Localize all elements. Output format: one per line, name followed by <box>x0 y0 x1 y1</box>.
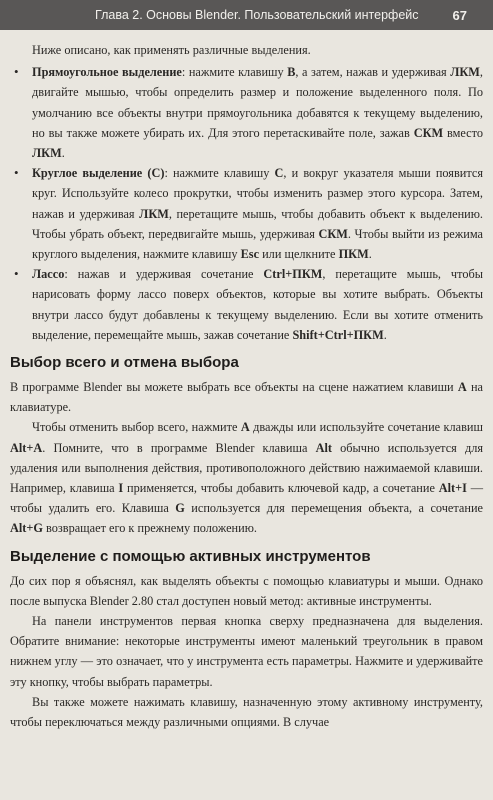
term: Лассо <box>32 267 65 282</box>
key-name: ПКМ <box>338 247 369 262</box>
bullet-icon: • <box>14 64 19 80</box>
list-item-text: Прямоугольное выделение: нажмите клавишу B, а затем, нажав и удерживая ЛКМ, двигайте мышью, чтобы определить размер и положение выделенного поля. По умолчанию все объекты внутри прямоугольника добавятся к текущему выделению, но вы также можете убирать их. Для этого перетаскивайте поле, зажав СКМ вместо ЛКМ. <box>32 65 483 161</box>
key-name: СКМ <box>413 125 444 140</box>
key-name: Ctrl+ПКМ <box>263 267 323 282</box>
paragraph: В программе Blender вы можете выбрать все объекты на сцене нажатием клавиши A на клавиатуре. <box>10 380 483 415</box>
bullet-icon: • <box>14 165 19 181</box>
key-name: Esc <box>240 247 260 262</box>
term: Прямоугольное выделение <box>32 65 182 80</box>
paragraph: На панели инструментов первая кнопка сверху предназначена для выделения. Обратите внимание: некоторые инструменты имеют маленький треугольник в правом нижнем углу — это означает, что у инструмента есть параметры. Нажмите и удерживайте эту кнопку, чтобы выбрать параметры. <box>10 614 483 689</box>
key-name: ЛКМ <box>450 65 480 80</box>
key-name: I <box>118 481 124 496</box>
running-header <box>0 0 493 30</box>
list-item-text: Лассо: нажав и удерживая сочетание Ctrl+ПКМ, перетащите мышь, чтобы нарисовать форму лассо поверх объектов, которые вы хотите выбрать. Объекты внутри лассо будут добавлены к текущему выделению. Если вы хотите отменить выделение, перемещайте мышь, зажав сочетание Shift+Ctrl+ПКМ. <box>32 267 483 342</box>
bullet-icon: • <box>14 266 19 282</box>
page-body <box>10 40 483 732</box>
paragraph: Чтобы отменить выбор всего, нажмите A дважды или используйте сочетание клавиш Alt+A. Помните, что в программе Blender клавиша Alt обычно используется для удаления или выполнения действия, противоположного действию нажимаемой клавиши. Например, клавиша I применяется, чтобы добавить ключевой кадр, а сочетание Alt+I — чтобы удалить его. Клавиша G используется для перемещения объекта, а сочетание Alt+G возвращает его к прежнему положению. <box>10 420 483 536</box>
paragraph: До сих пор я объяснял, как выделять объекты с помощью клавиатуры и мыши. Однако после выпуска Blender 2.80 стал доступен новый метод: активные инструменты. <box>10 573 483 608</box>
key-name: Shift+Ctrl+ПКМ <box>292 327 384 342</box>
key-name: C <box>274 166 284 181</box>
key-name: ЛКМ <box>139 206 169 221</box>
paragraph: Вы также можете нажимать клавишу, назначенную этому активному инструменту, чтобы переключаться между различными опциями. В случае <box>10 694 483 730</box>
key-name: Alt <box>315 440 332 455</box>
key-name: G <box>175 501 185 516</box>
list-item-text: Круглое выделение (C): нажмите клавишу C, и вокруг указателя мыши появится круг. Используйте колесо прокрутки, чтобы изменить размер этого курсора. Затем, нажав и удерживая ЛКМ, перетащите мышь, чтобы добавить объект к выделению. Чтобы убрать объект, передвигайте мышь, удерживая СКМ. Чтобы выйти из режима круглого выделения, нажмите клавишу Esc или щелкните ПКМ. <box>32 166 483 262</box>
key-name: СКМ <box>318 226 348 241</box>
key-name: Alt+G <box>10 521 43 536</box>
list-item <box>10 264 483 345</box>
chapter-title: Глава 2. Основы Blender. Пользовательский интерфейс <box>95 8 419 22</box>
key-name: B <box>287 65 296 80</box>
key-name: A <box>457 380 467 395</box>
page-number: 67 <box>452 7 467 23</box>
term: Круглое выделение (C) <box>32 166 165 181</box>
key-name: Alt+A <box>10 440 43 455</box>
list-item <box>10 62 483 163</box>
selection-methods-list <box>10 62 483 345</box>
section-heading-active-tools: Выделение с помощью активных инструментов <box>10 547 371 565</box>
key-name: Alt+I <box>438 481 467 496</box>
intro-paragraph: Ниже описано, как применять различные выделения. <box>32 43 311 57</box>
section-heading-select-all: Выбор всего и отмена выбора <box>10 354 239 372</box>
key-name: ЛКМ <box>32 146 62 161</box>
list-item <box>10 163 483 264</box>
key-name: A <box>240 420 250 435</box>
